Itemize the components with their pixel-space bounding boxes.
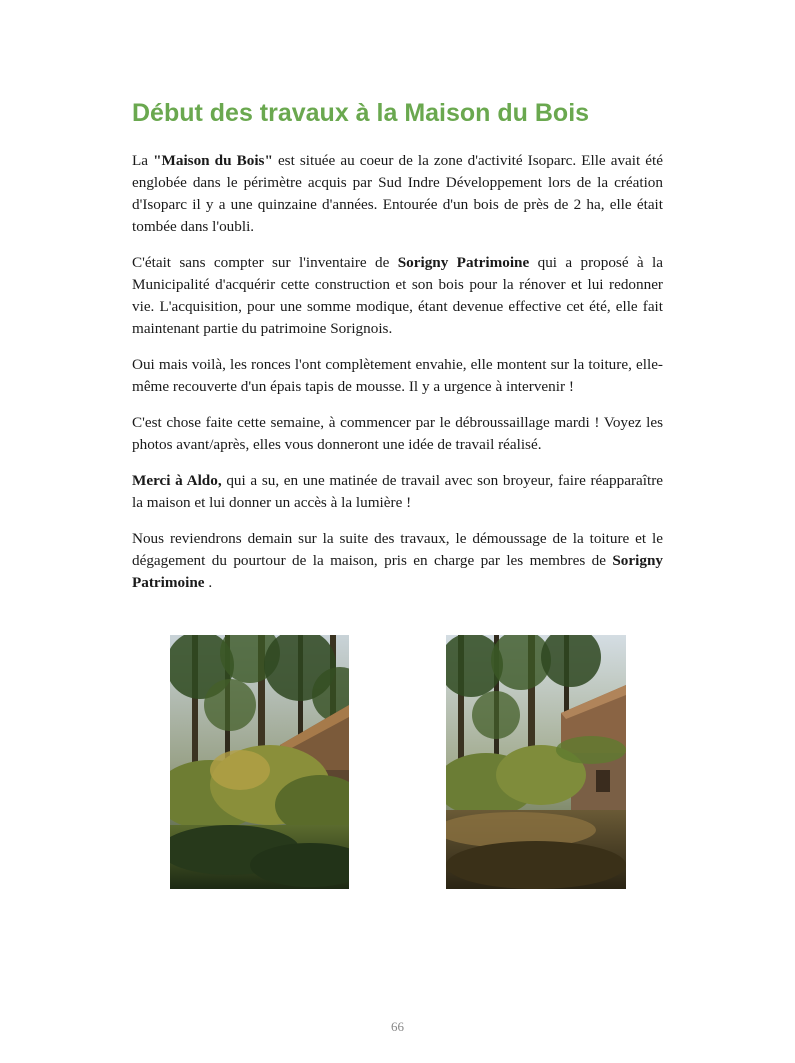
paragraph-5-emphasis: Merci à Aldo, — [132, 472, 222, 489]
photo-after-image — [446, 635, 626, 889]
paragraph-5 — [132, 470, 663, 514]
paragraph-6 — [132, 528, 663, 594]
paragraph-5-text: qui a su, en une matinée de travail avec son broyeur, faire réapparaître la maison et lui donner un accès à la lumière ! — [132, 472, 663, 511]
paragraph-6-text: . — [204, 574, 213, 591]
paragraph-1-emphasis: "Maison du Bois" — [153, 152, 273, 169]
paragraph-1-intro: La — [132, 152, 154, 169]
paragraph-4: C'est chose faite cette semaine, à commencer par le débroussaillage mardi ! Voyez les photos avant/après, elles vous donneront une idée de travail réalisé. — [132, 414, 663, 453]
photo-before-image — [170, 635, 349, 889]
article-title: Début des travaux à la Maison du Bois — [132, 99, 590, 127]
paragraph-2 — [132, 252, 663, 340]
paragraph-6-intro: Nous reviendrons demain sur la suite des travaux, le démoussage de la toiture et le dégagement du pourtour de la maison, pris en charge par les membres de — [132, 530, 663, 569]
paragraph-2-emphasis: Sorigny Patrimoine — [397, 254, 530, 271]
article-body — [132, 150, 663, 608]
paragraph-1-text: est située au coeur de la zone d'activité Isoparc. Elle avait été englobée dans le périmètre acquis par Sud Indre Développement lors de la création d'Isoparc il y a une quinzaine d'années. Entourée d'un bois de près de 2 ha, elle était tombée dans l'oubli. — [132, 152, 663, 235]
paragraph-2-text: qui a proposé à la Municipalité d'acquérir cette construction et son bois pour la rénover et lui redonner vie. L'acquisition, pour une somme modique, étant devenue effective cet été, elle fait maintenant partie du patrimoine Sorignois. — [132, 254, 663, 337]
paragraph-6-emphasis: Sorigny Patrimoine — [132, 552, 663, 591]
paragraph-2-intro: C'était sans compter sur l'inventaire de — [132, 254, 398, 271]
photo-before-clearing — [170, 635, 349, 889]
paragraph-1 — [132, 150, 663, 238]
paragraph-3: Oui mais voilà, les ronces l'ont complètement envahie, elle montent sur la toiture, elle-même recouverte d'un épais tapis de mousse. Il y a urgence à intervenir ! — [132, 356, 663, 395]
page-number: 66 — [391, 1019, 404, 1034]
photo-after-clearing — [446, 635, 626, 889]
